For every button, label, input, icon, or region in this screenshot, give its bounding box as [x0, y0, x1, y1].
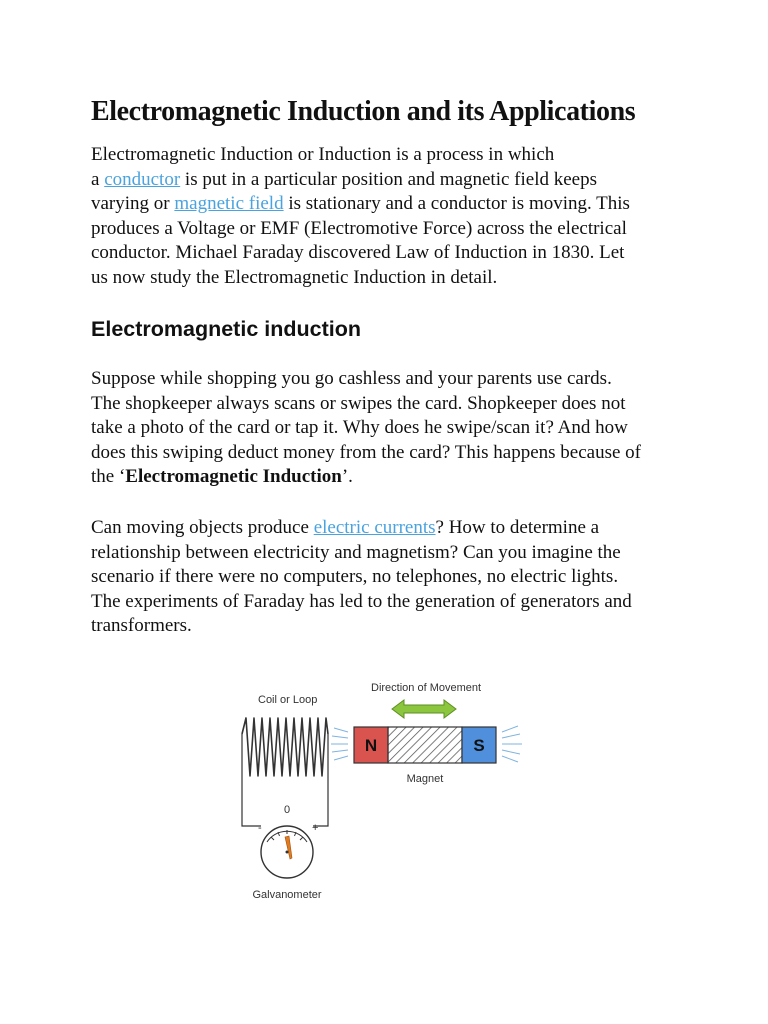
faraday-line-2: relationship between electricity and magnetism? Can you imagine the [91, 541, 621, 563]
magnet [354, 727, 496, 763]
shopping-line-3: take a photo of the card or tap it. Why does he swipe/scan it? And how [91, 417, 628, 439]
intro-line-5: conductor. Michael Faraday discovered Law of Induction in 1830. Let [91, 242, 625, 264]
intro-line-2-prefix: a [91, 168, 105, 190]
faraday-line-4: The experiments of Faraday has led to the generation of generators and [91, 590, 632, 612]
shopping-line-2: The shopkeeper always scans or swipes the card. Shopkeeper does not [91, 392, 626, 414]
intro-line-3 [91, 192, 711, 217]
galvanometer-label: Galvanometer [252, 889, 322, 901]
intro-line-4: produces a Voltage or EMF (Electromotive Force) across the electrical [91, 217, 627, 239]
intro-line-2-suffix: is put in a particular position and magnetic field keeps [180, 168, 598, 190]
faraday-line-1-suffix: ? How to determine a [435, 517, 600, 538]
intro-line-2 [91, 168, 711, 193]
shopping-line-4: does this swiping deduct money from the card? This happens because of [91, 441, 641, 463]
magnet-label: Magnet [406, 773, 444, 785]
shopping-line-5 [91, 465, 711, 490]
faraday-line-1-prefix: Can moving objects produce [91, 517, 314, 538]
galvanometer-icon [258, 804, 318, 878]
section-heading: Electromagnetic induction [91, 317, 361, 341]
movement-label: Direction of Movement [371, 682, 482, 694]
faraday-line-1 [91, 516, 711, 541]
plus-label: + [312, 822, 319, 834]
intro-paragraph [91, 143, 711, 291]
shopping-line-1: Suppose while shopping you go cashless and your parents use cards. [91, 368, 612, 389]
intro-line-3-prefix: varying or [91, 193, 175, 215]
coil-icon [242, 718, 328, 776]
intro-line-6: us now study the Electromagnetic Induction in detail. [91, 266, 498, 288]
intro-line-3-suffix: is stationary and a conductor is moving. This [283, 193, 630, 215]
shopping-paragraph [91, 367, 711, 490]
faraday-paragraph [91, 516, 711, 639]
right-field-lines-icon [502, 726, 522, 762]
conductor-link[interactable]: conductor [104, 168, 181, 190]
zero-label: 0 [283, 804, 291, 816]
shopping-line-5-prefix: the ‘ [91, 466, 126, 488]
intro-line-1: Electromagnetic Induction or Induction is a process in which [91, 144, 555, 165]
page-title: Electromagnetic Induction and its Applications [91, 96, 636, 127]
shopping-line-5-suffix: ’. [341, 466, 353, 488]
left-field-lines-icon [331, 728, 348, 760]
magnetic-field-link[interactable]: magnetic field [174, 193, 284, 215]
electric-currents-link[interactable]: electric currents [313, 517, 436, 538]
induction-diagram [236, 676, 536, 906]
double-arrow-icon [392, 700, 456, 718]
minus-label: - [258, 822, 262, 834]
bold-term: Electromagnetic Induction [125, 466, 342, 488]
magnet-body [388, 727, 462, 763]
faraday-line-5: transformers. [91, 615, 192, 637]
south-pole-label: S [473, 736, 485, 755]
north-pole-label: N [364, 736, 378, 755]
faraday-line-3: scenario if there were no computers, no telephones, no electric lights. [91, 566, 619, 588]
coil-label: Coil or Loop [258, 694, 318, 706]
